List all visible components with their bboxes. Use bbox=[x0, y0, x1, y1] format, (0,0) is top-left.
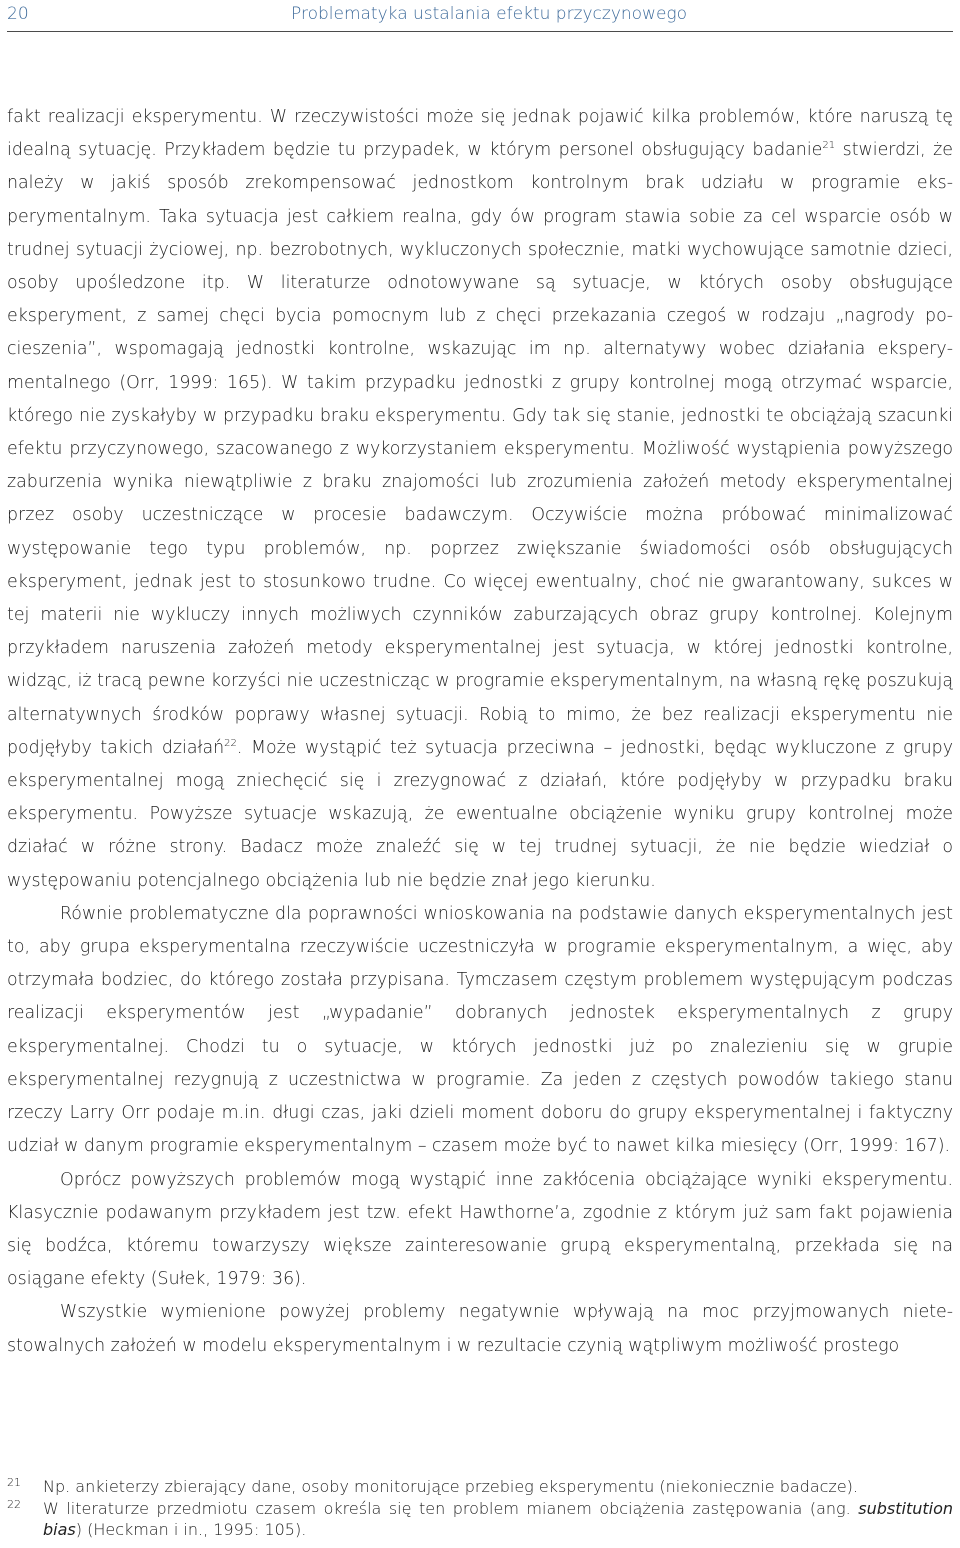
paragraph-1-part-a: fakt realizacji eksperymentu. W rzeczywistości może się jednak pojawić kilka problemów, które naruszą tę idealną sytuację. Przykładem będzie tu przypadek, w którym personel obsługujący badanie bbox=[7, 107, 953, 161]
footnote-ref-22: 22 bbox=[224, 738, 237, 750]
main-text bbox=[7, 101, 953, 1363]
footnote-text-italic: substitution bias bbox=[43, 1498, 953, 1539]
paragraph-2: Równie problematyczne dla poprawności wnioskowania na podstawie danych eksperymentalnych jest to, aby grupa eksperymentalna rzeczywiście uczestniczyła w programie eksperymentalnym, a więc, aby otrzymała bodziec, do którego została przypisana. Tymczasem częstym problemem występującym podczas realizacji eksperymentów jest „wypadanie” dobranych jednostek eksperymentalnych z grupy eksperymentalnej. Chodzi tu o sytuacje, w których jednostki już po znalezieniu się w grupie eksperymentalnej rezygnują z uczestnictwa w programie. Za jeden z częstych powodów takiego stanu rzeczy Larry Orr podaje m.in. długi czas, jaki dzieli moment doboru do grupy eksperymentalnej i faktyczny udział w danym programie eksperymentalnym – czasem może być to nawet kilka miesięcy (Orr, 1999: 167). bbox=[7, 903, 953, 1157]
page-number: 20 bbox=[7, 4, 29, 24]
paragraph-4: Wszystkie wymienione powyżej problemy negatywnie wpływają na moc przyjmowanych nietestowalnych założeń w modelu eksperymentalnym i w rezultacie czynią wątpliwym możliwość prostego bbox=[7, 1302, 953, 1356]
footnote-number: 22 bbox=[7, 1497, 21, 1511]
footnote-22 bbox=[7, 1498, 953, 1541]
paragraph-1 bbox=[7, 101, 953, 898]
paragraph-3: Oprócz powyższych problemów mogą wystąpić inne zakłócenia obciążające wyniki eksperymentu. Klasycznie podawanym przykładem jest tzw. efekt Hawthorne’a, zgodnie z którym już sam fakt pojawienia się bodźca, któremu towarzyszy większe zainteresowanie grupą eksperymentalną, przekłada się na osiągane efekty (Sułek, 1979: 36). bbox=[7, 1169, 953, 1290]
footnote-text-part-b: ) (Heckman i in., 1995: 105). bbox=[75, 1520, 307, 1539]
paragraph-1-part-b: stwierdzi, że należy w jakiś sposób zrekompensować jednostkom kontrolnym brak udziału w programie eksperymentalnym. Taka sytuacja jest całkiem realna, gdy ów program stawia sobie za cel wsparcie osób w trudnej sytuacji życiowej, np. bezrobotnych, wykluczonych społecznie, matki wychowujące samotnie dzieci, osoby upośledzone itp. W literaturze odnotowywane są sytuacje, w których osoby obsługujące eksperyment, z samej chęci bycia pomocnym lub z chęci przekazania czegoś w rodzaju „nagrody pocieszenia”, wspomagają jednostki kontrolne, wskazując im np. alternatywy wobec działania eksperymentalnego (Orr, 1999: 165). W takim przypadku jednostki z grupy kontrolnej mogą otrzymać wsparcie, którego nie zyskałyby w przypadku braku eksperymentu. Gdy tak się stanie, jednostki te obciążają szacunki efektu przyczynowego, szacowanego z wykorzystaniem eksperymentu. Możliwość wystąpienia powyższego zaburzenia wynika niewątpliwie z braku znajomości lub zrozumienia założeń metody eksperymentalnej przez osoby uczestniczące w procesie badawczym. Oczywiście można próbować minimalizować występowanie tego typu problemów, np. poprzez zwiększanie świadomości osób obsługujących eksperyment, jednak jest to stosunkowo trudne. Co więcej ewentualny, choć nie gwarantowany, sukces w tej materii nie wykluczy innych możliwych czynników zaburzających obraz grupy kontrolnej. Kolejnym przykładem naruszenia założeń metody eksperymentalnej jest sytuacja, w której jednostki kontrolne, widząc, iż tracą pewne korzyści nie uczestnicząc w programie eksperymentalnym, na własną rękę poszukują alternatywnych środków poprawy własnej sytuacji. Robią to mimo, że bez realizacji eksperymentu nie podjęłyby takich działań bbox=[7, 140, 954, 758]
running-title: Problematyka ustalania efektu przyczynowego bbox=[291, 4, 688, 24]
footnote-21 bbox=[7, 1476, 953, 1498]
footnote-text: Np. ankieterzy zbierający dane, osoby monitorujące przebieg eksperymentu (niekoniecznie badacze). bbox=[43, 1477, 858, 1496]
page-header bbox=[7, 0, 953, 32]
footnote-number: 21 bbox=[7, 1476, 21, 1489]
footnote-text-part-a: W literaturze przedmiotu czasem określa się ten problem mianem obciążenia zastępowania (ang. bbox=[43, 1498, 859, 1518]
footnote-ref-21: 21 bbox=[822, 140, 836, 152]
footnotes bbox=[7, 1476, 953, 1541]
paragraph-1-part-c: . Może wystąpić też sytuacja przeciwna – jednostki, będąc wykluczone z grupy eksperymentalnej mogą zniechęcić się i zrezygnować z działań, które podjęłyby w przypadku braku eksperymentu. Powyższe sytuacje wskazują, że ewentualne obciążenie wyniku grupy kontrolnej może działać w różne strony. Badacz może znaleźć się w tej trudnej sytuacji, że nie będzie wiedział o występowaniu potencjalnego obciążenia lub nie będzie znał jego kierunku. bbox=[7, 737, 953, 891]
